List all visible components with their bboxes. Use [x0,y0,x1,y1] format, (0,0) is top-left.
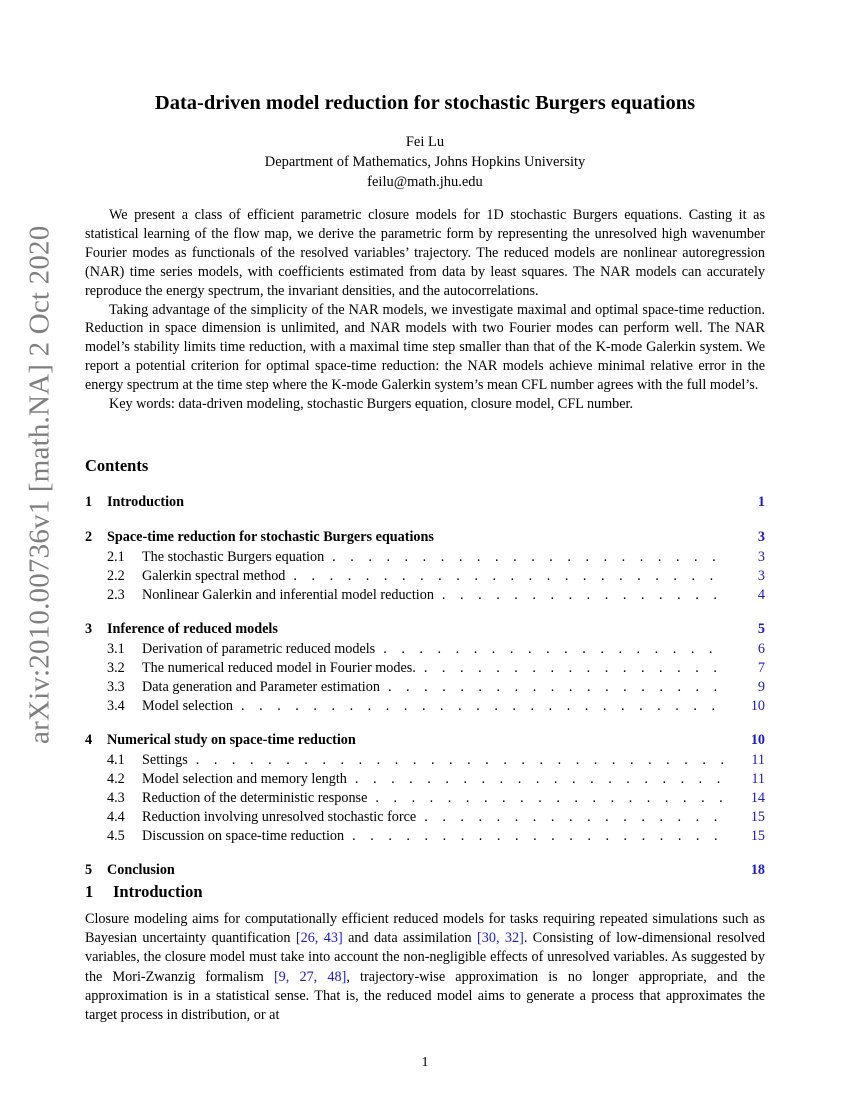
arxiv-stamp: arXiv:2010.00736v1 [math.NA] 2 Oct 2020 [23,225,56,745]
toc-page-link[interactable]: 15 [750,828,765,844]
toc-section-label: Numerical study on space-time reduction [107,732,356,748]
abstract-paragraph-2: Taking advantage of the simplicity of the NAR models, we investigate maximal and optimal space-time reduction. Reduction in space dimension is unlimited, and NAR models with two Fourier modes can perform well. The NAR model’s stability limits time reduction, with a maximal time step smaller than that of the K-mode Galerkin system. We report a potential criterion for optimal space-time reduction: the NAR models achieve minimal relative error in the energy spectrum at the time step where the K-mode Galerkin system’s mean CFL number agrees with the full model’s. [85,301,765,394]
toc-page-link[interactable]: 3 [757,529,765,545]
toc-section-2[interactable] [85,529,765,549]
toc-subsection-4-1[interactable] [85,752,765,771]
toc-section-label: Inference of reduced models [107,621,278,637]
toc-page-link[interactable]: 15 [750,809,765,825]
toc-leader-dots [375,790,727,807]
toc-subsection-label: Discussion on space-time reduction [142,828,345,844]
author-name: Fei Lu [405,134,445,150]
toc-section-label: Introduction [107,494,184,510]
toc-page-link[interactable]: 11 [751,752,765,768]
keywords: Key words: data-driven modeling, stochastic Burgers equation, closure model, CFL number. [109,396,634,413]
toc-page-link[interactable]: 18 [750,862,765,878]
toc-page-link[interactable]: 10 [750,732,765,748]
contents-heading: Contents [85,456,149,475]
toc-page-link[interactable]: 4 [757,587,765,603]
toc-subsection-label: Derivation of parametric reduced models [142,641,376,657]
toc-subsection-number: 4.5 [107,828,125,844]
citation-link[interactable]: [9, 27, 48] [273,968,347,985]
toc-subsection-label: Reduction of the deterministic response [142,790,368,806]
toc-subsection-2-3[interactable] [85,587,765,606]
toc-page-link[interactable]: 10 [750,698,765,714]
toc-page-link[interactable]: 6 [757,641,765,657]
introduction-paragraph [85,910,765,1025]
toc-subsection-4-4[interactable] [85,809,765,828]
toc-section-number: 1 [85,494,93,510]
toc-page-link[interactable]: 14 [750,790,765,806]
toc-subsection-number: 4.2 [107,771,125,787]
intro-text: . Consisting of low-dimensional resolved variables, the closure model must take into account the non-negligible effects of unresolved variables. As suggested by the Mori-Zwanzig formalism [85,930,765,985]
toc-subsection-label: Data generation and Parameter estimation [142,679,380,695]
toc-subsection-number: 3.4 [107,698,125,714]
toc-section-label: Space-time reduction for stochastic Burgers equations [107,529,434,545]
toc-subsection-label: Reduction involving unresolved stochastic force [142,809,417,825]
toc-page-link[interactable]: 9 [757,679,765,695]
toc-section-1[interactable] [85,494,765,514]
toc-leader-dots [293,568,727,585]
toc-subsection-label: Settings [142,752,188,768]
toc-leader-dots [355,771,727,788]
paper-title: Data-driven model reduction for stochastic Burgers equations [154,92,696,114]
toc-page-link[interactable]: 5 [757,621,765,637]
author-email: feilu@math.jhu.edu [367,174,483,190]
toc-subsection-number: 4.4 [107,809,125,825]
intro-text: Closure modeling aims for computationally efficient reduced models for tasks requiring repeated simulations such as Bayesian uncertainty quantification [85,911,765,947]
toc-section-3[interactable] [85,621,765,641]
toc-subsection-label: The stochastic Burgers equation [142,549,325,565]
section-heading-introduction [85,882,203,902]
toc-page-link[interactable]: 3 [757,568,765,584]
table-of-contents [85,494,765,882]
toc-page-link[interactable]: 11 [751,771,765,787]
toc-subsection-label: Model selection and memory length [142,771,347,787]
toc-section-number: 5 [85,862,93,878]
toc-subsection-number: 2.2 [107,568,125,584]
toc-section-number: 2 [85,529,93,545]
section-number: 1 [85,882,94,901]
toc-subsection-2-1[interactable] [85,549,765,568]
toc-subsection-number: 4.1 [107,752,125,768]
toc-page-link[interactable]: 7 [757,660,765,676]
toc-leader-dots [442,587,727,604]
toc-page-link[interactable]: 1 [757,494,765,510]
toc-leader-dots [332,549,727,566]
toc-subsection-label: The numerical reduced model in Fourier modes. [142,660,416,676]
toc-subsection-number: 2.3 [107,587,125,603]
toc-subsection-label: Model selection [142,698,234,714]
toc-section-number: 3 [85,621,93,637]
toc-section-number: 4 [85,732,93,748]
toc-subsection-3-4[interactable] [85,698,765,717]
page-number: 1 [421,1055,429,1070]
toc-subsection-2-2[interactable] [85,568,765,587]
toc-subsection-number: 3.2 [107,660,125,676]
toc-leader-dots [196,752,727,769]
toc-leader-dots [241,698,727,715]
abstract-paragraph-1: We present a class of efficient parametric closure models for 1D stochastic Burgers equations. Casting it as statistical learning of the flow map, we derive the parametric form by representing the unresolved high wavenumber Fourier modes as functionals of the resolved variables’ trajectory. The reduced models are nonlinear autoregression (NAR) time series models, with coefficients estimated from data by least squares. The NAR models can accurately reproduce the energy spectrum, the invariant densities, and the autocorrelations. [85,207,765,299]
toc-subsection-4-5[interactable] [85,828,765,847]
toc-subsection-label: Galerkin spectral method [142,568,286,584]
toc-leader-dots [424,809,727,826]
section-title: Introduction [113,882,203,901]
toc-leader-dots [383,641,727,658]
citation-link[interactable]: [26, 43] [295,930,343,947]
toc-subsection-4-3[interactable] [85,790,765,809]
toc-subsection-3-1[interactable] [85,641,765,660]
citation-link[interactable]: [30, 32] [477,930,524,947]
toc-leader-dots [388,679,727,696]
abstract [85,206,765,414]
author-block [85,132,765,192]
toc-page-link[interactable]: 3 [757,549,765,565]
toc-leader-dots [352,828,727,845]
toc-subsection-3-2[interactable] [85,660,765,679]
toc-section-label: Conclusion [107,862,175,878]
toc-subsection-4-2[interactable] [85,771,765,790]
toc-subsection-number: 3.1 [107,641,125,657]
author-affiliation: Department of Mathematics, Johns Hopkins University [264,154,586,170]
intro-text: , trajectory-wise approximation is no longer appropriate, and the approximation is in a statistical sense. That is, the reduced model aims to generate a process that approximates the target process in distribution, or at [85,968,765,1024]
toc-subsection-number: 4.3 [107,790,125,806]
toc-subsection-label: Nonlinear Galerkin and inferential model reduction [142,587,434,603]
toc-section-5[interactable] [85,862,765,882]
toc-subsection-3-3[interactable] [85,679,765,698]
toc-section-4[interactable] [85,732,765,752]
toc-leader-dots [424,660,727,677]
toc-subsection-number: 3.3 [107,679,125,695]
toc-subsection-number: 2.1 [107,549,125,565]
intro-text: and data assimilation [342,930,478,947]
